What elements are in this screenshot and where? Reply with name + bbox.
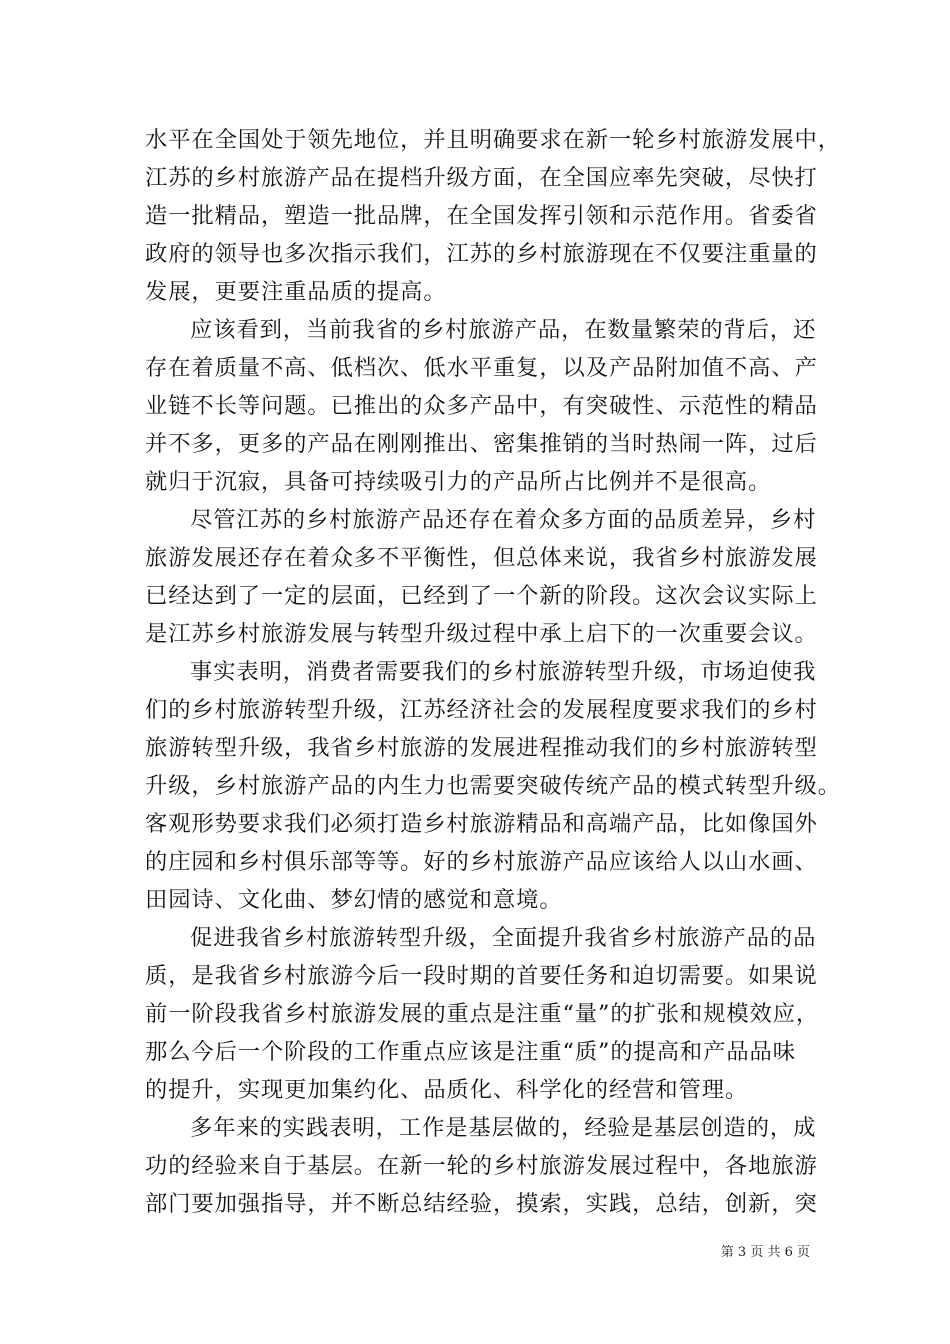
text-line: 升级，乡村旅游产品的内生力也需要突破传统产品的模式转型升级。 [145, 773, 841, 799]
text-line: 水平在全国处于领先地位，并且明确要求在新一轮乡村旅游发展中， [145, 127, 841, 153]
text-line: 造一批精品，塑造一批品牌，在全国发挥引领和示范作用。省委省 [145, 203, 818, 229]
text-line: 质，是我省乡村旅游今后一段时期的首要任务和迫切需要。如果说 [145, 963, 818, 989]
text-line: 尽管江苏的乡村旅游产品还存在着众多方面的品质差异，乡村 [190, 507, 817, 533]
text-line: 的庄园和乡村俱乐部等等。好的乡村旅游产品应该给人以山水画、 [145, 849, 818, 875]
text-line: 部门要加强指导，并不断总结经验，摸索，实践，总结，创新，突 [145, 1191, 818, 1217]
paragraph [145, 501, 818, 653]
text-line: 前一阶段我省乡村旅游发展的重点是注重“量”的扩张和规模效应， [145, 1001, 820, 1027]
text-line: 江苏的乡村旅游产品在提档升级方面，在全国应率先突破，尽快打 [145, 165, 818, 191]
paragraph [145, 1109, 818, 1223]
text-line: 的提升，实现更加集约化、品质化、科学化的经营和管理。 [145, 1077, 749, 1103]
text-line: 客观形势要求我们必须打造乡村旅游精品和高端产品，比如像国外 [145, 811, 818, 837]
text-line: 并不多，更多的产品在刚刚推出、密集推销的当时热闹一阵，过后 [145, 431, 818, 457]
document-body [145, 121, 841, 1223]
text-line: 发展，更要注重品质的提高。 [145, 279, 447, 305]
text-line: 们的乡村旅游转型升级，江苏经济社会的发展程度要求我们的乡村 [145, 697, 818, 723]
paragraph [145, 653, 841, 919]
text-line: 旅游发展还存在着众多不平衡性，但总体来说，我省乡村旅游发展 [145, 545, 818, 571]
text-line: 旅游转型升级，我省乡村旅游的发展进程推动我们的乡村旅游转型 [145, 735, 818, 761]
text-line: 存在着质量不高、低档次、低水平重复，以及产品附加值不高、产 [145, 355, 818, 381]
text-line: 田园诗、文化曲、梦幻情的感觉和意境。 [145, 887, 563, 913]
paragraph [145, 121, 841, 311]
text-line: 多年来的实践表明，工作是基层做的，经验是基层创造的，成 [190, 1115, 817, 1141]
text-line: 那么今后一个阶段的工作重点应该是注重“质”的提高和产品品味 [145, 1039, 796, 1065]
page-number-footer: 第 3 页 共 6 页 [720, 1245, 810, 1260]
text-line: 应该看到，当前我省的乡村旅游产品，在数量繁荣的背后，还 [190, 317, 817, 343]
text-line: 就归于沉寂，具备可持续吸引力的产品所占比例并不是很高。 [145, 469, 772, 495]
text-line: 功的经验来自于基层。在新一轮的乡村旅游发展过程中，各地旅游 [145, 1153, 818, 1179]
text-line: 政府的领导也多次指示我们，江苏的乡村旅游现在不仅要注重量的 [145, 241, 818, 267]
text-line: 已经达到了一定的层面，已经到了一个新的阶段。这次会议实际上 [145, 583, 818, 609]
text-line: 业链不长等问题。已推出的众多产品中，有突破性、示范性的精品 [145, 393, 818, 419]
text-line: 事实表明，消费者需要我们的乡村旅游转型升级，市场迫使我 [190, 659, 817, 685]
paragraph [145, 311, 818, 501]
text-line: 促进我省乡村旅游转型升级，全面提升我省乡村旅游产品的品 [190, 925, 817, 951]
paragraph [145, 919, 820, 1109]
text-line: 是江苏乡村旅游发展与转型升级过程中承上启下的一次重要会议。 [145, 621, 818, 647]
